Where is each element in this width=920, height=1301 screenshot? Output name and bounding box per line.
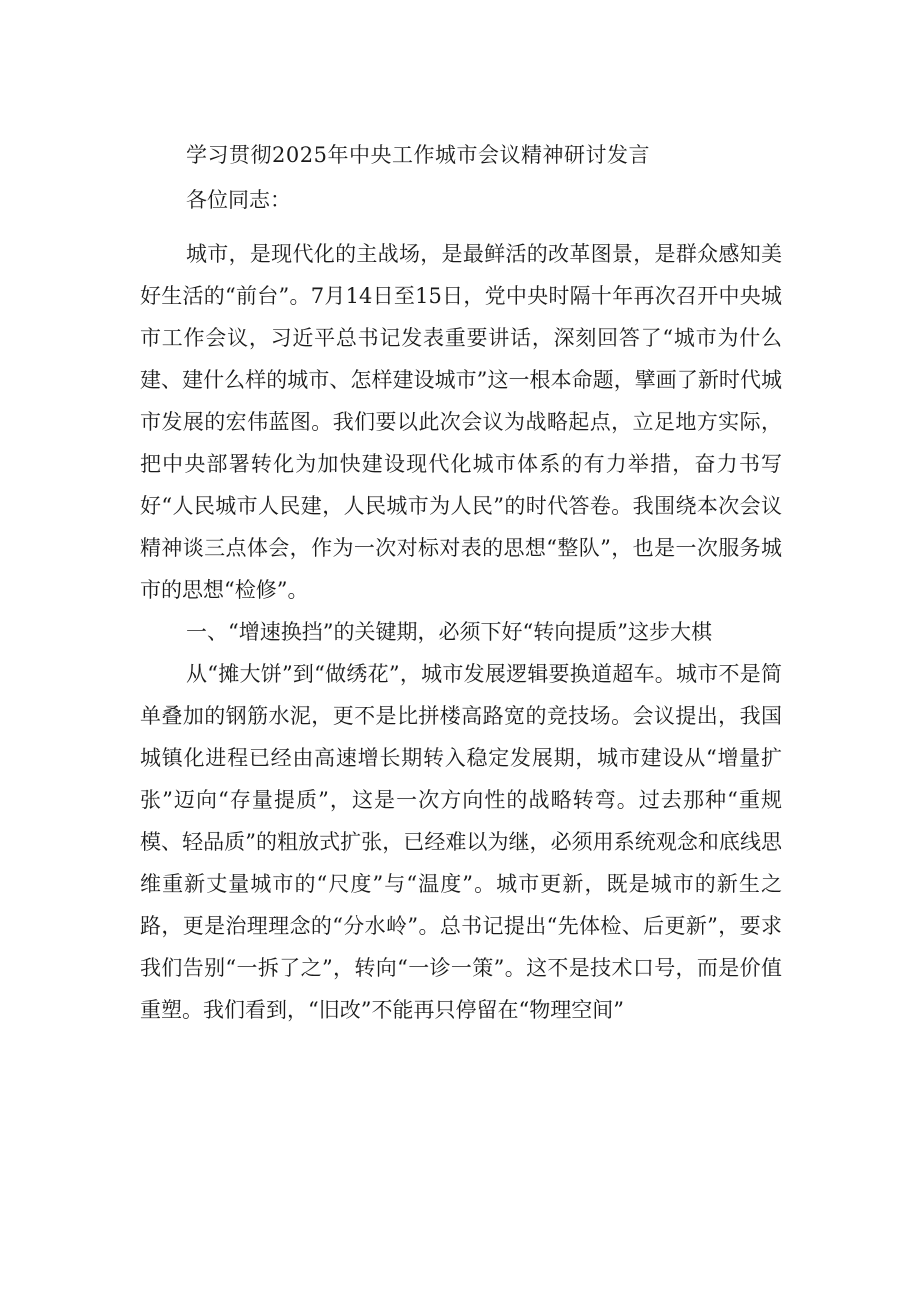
salutation: 各位同志： — [186, 188, 291, 212]
section-heading-1: 一、“增速换挡”的关键期，必须下好“转向提质”这步大棋 — [186, 620, 712, 644]
paragraph-section-1: 从“摊大饼”到“做绣花”，城市发展逻辑要换道超车。城市不是简单叠加的钢筋水泥，更不是比拼楼高路宽的竞技场。会议提出，我国城镇化进程已经由高速增长期转入稳定发展期，城市建设从“增量扩张”迈向“存量提质”，这是一次方向性的战略转弯。过去那种“重规模、轻品质”的粗放式扩张，已经难以为继，必须用系统观念和底线思维重新丈量城市的“尺度”与“温度”。城市更新，既是城市的新生之路，更是治理理念的“分水岭”。总书记提出“先体检、后更新”，要求我们告别“一拆了之”，转向“一诊一策”。这不是技术口号，而是价值重塑。我们看到，“旧改”不能再只停留在“物理空间” — [140, 662, 782, 1022]
document-body — [140, 233, 782, 1031]
paragraph-intro: 城市，是现代化的主战场，是最鲜活的改革图景，是群众感知美好生活的“前台”。7月14日至15日，党中央时隔十年再次召开中央城市工作会议，习近平总书记发表重要讲话，深刻回答了“城市为什么建、建什么样的城市、怎样建设城市”这一根本命题，擘画了新时代城市发展的宏伟蓝图。我们要以此次会议为战略起点，立足地方实际，把中央部署转化为加快建设现代化城市体系的有力举措，奋力书写好“人民城市人民建，人民城市为人民”的时代答卷。我围绕本次会议精神谈三点体会，作为一次对标对表的思想“整队”，也是一次服务城市的思想“检修”。 — [140, 242, 782, 602]
document-title: 学习贯彻2025年中央工作城市会议精神研讨发言 — [186, 143, 650, 167]
